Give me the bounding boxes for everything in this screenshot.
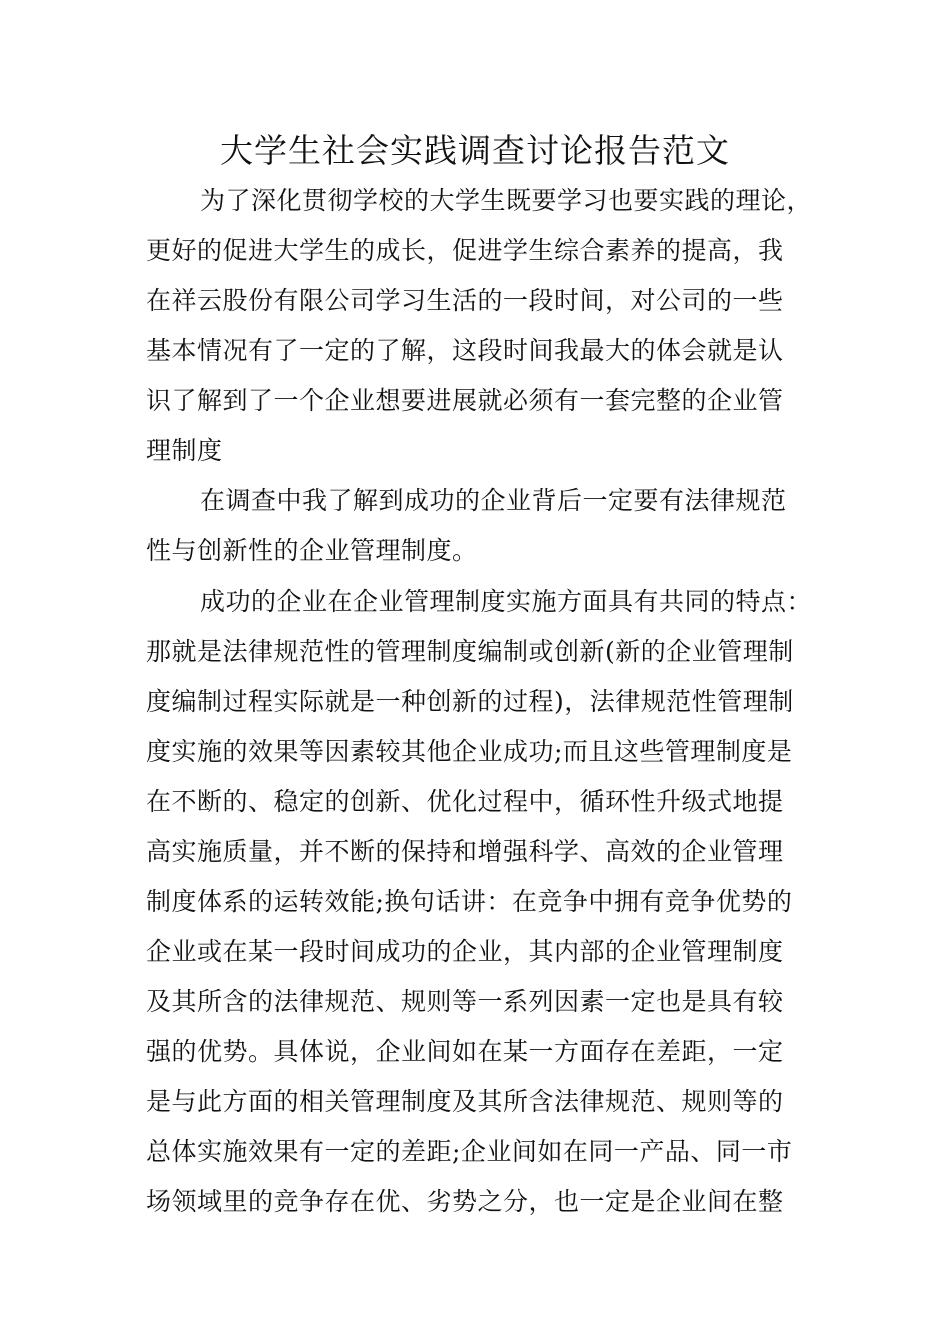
paragraph-3-line-6: 高实施质量，并不断的保持和增强科学、高效的企业管理 <box>146 837 784 866</box>
paragraph-3-line-7: 制度体系的运转效能;换句话讲：在竞争中拥有竞争优势的 <box>146 887 793 916</box>
paragraph-3-line-13: 场领域里的竞争存在优、劣势之分，也一定是企业间在整 <box>146 1187 784 1216</box>
paragraph-1-line-2: 更好的促进大学生的成长，促进学生综合素养的提高，我 <box>146 236 784 265</box>
paragraph-3-line-3: 度编制过程实际就是一种创新的过程)，法律规范性管理制 <box>146 687 794 716</box>
paragraph-1-line-1: 为了深化贯彻学校的大学生既要学习也要实践的理论， <box>200 186 813 215</box>
paragraph-1-line-4: 基本情况有了一定的了解，这段时间我最大的体会就是认 <box>146 336 784 365</box>
paragraph-3-line-4: 度实施的效果等因素较其他企业成功;而且这些管理制度是 <box>146 737 793 766</box>
paragraph-1-line-3: 在祥云股份有限公司学习生活的一段时间，对公司的一些 <box>146 286 784 315</box>
paragraph-3-line-11: 是与此方面的相关管理制度及其所含法律规范、规则等的 <box>146 1087 784 1116</box>
paragraph-3-line-9: 及其所含的法律规范、规则等一系列因素一定也是具有较 <box>146 987 784 1016</box>
paragraph-3-line-5: 在不断的、稳定的创新、优化过程中，循环性升级式地提 <box>146 787 784 816</box>
paragraph-3-line-2: 那就是法律规范性的管理制度编制或创新(新的企业管理制 <box>146 637 794 666</box>
paragraph-2-line-1: 在调查中我了解到成功的企业背后一定要有法律规范 <box>200 486 787 515</box>
paragraph-2-line-2: 性与创新性的企业管理制度。 <box>146 536 478 565</box>
document-title: 大学生社会实践调查讨论报告范文 <box>220 131 730 170</box>
paragraph-3-line-10: 强的优势。具体说，企业间如在某一方面存在差距，一定 <box>146 1037 784 1066</box>
paragraph-3-line-8: 企业或在某一段时间成功的企业，其内部的企业管理制度 <box>146 937 784 966</box>
paragraph-1-line-6: 理制度 <box>146 436 223 465</box>
paragraph-3-line-1: 成功的企业在企业管理制度实施方面具有共同的特点： <box>200 587 813 616</box>
paragraph-3-line-12: 总体实施效果有一定的差距;企业间如在同一产品、同一市 <box>146 1137 793 1166</box>
paragraph-1-line-5: 识了解到了一个企业想要进展就必须有一套完整的企业管 <box>146 386 784 415</box>
